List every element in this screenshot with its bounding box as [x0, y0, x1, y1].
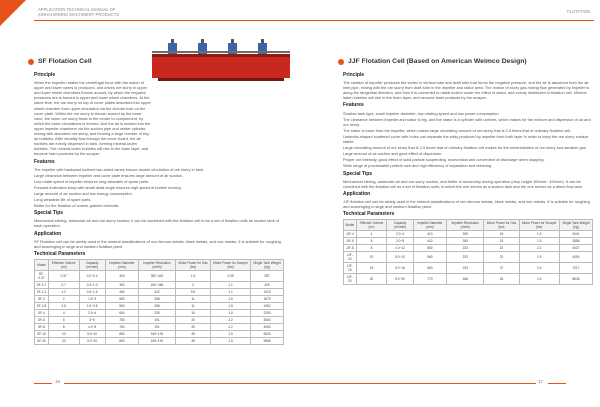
table-cell: 312 [139, 288, 176, 295]
table-cell: 352~442 [139, 270, 176, 281]
table-cell: 169~191 [139, 337, 176, 344]
jjf-feature-6: Large amount of air suction and good effect of dispersion. [343, 151, 443, 157]
table-cell: 30 [175, 323, 210, 330]
table-cell: 3540 [251, 316, 284, 323]
table-row [35, 288, 284, 295]
footer-divider-right-long [300, 383, 536, 384]
table-cell: 0.2~0.4 [79, 270, 105, 281]
table-header-row [35, 259, 284, 270]
table-cell: JJF-10 [344, 252, 357, 263]
table-header-cell: Capacity (m³/min) [387, 220, 413, 231]
sf-feature-6: Long wearable life of spare parts. [34, 197, 92, 203]
sf-features-heading: Features [34, 158, 55, 165]
table-cell: 4.0~8 [79, 323, 105, 330]
sf-title-text: SF Flotation Cell [38, 58, 92, 65]
sf-special-heading: Special Tips [34, 210, 64, 217]
table-cell: JJF-20 [344, 274, 357, 285]
table-row [344, 245, 593, 252]
sf-section-title [28, 58, 92, 65]
table-cell: SF-20 [35, 337, 49, 344]
table-cell: 400~484 [139, 281, 176, 288]
table-header-cell: Impeller Diameter (mm) [105, 259, 138, 270]
table-cell: SF-0.7 [35, 281, 49, 288]
table-cell: 1015 [251, 288, 284, 295]
table-cell: 0.7 [48, 281, 79, 288]
jjf-feature-2: The clearance between impeller and stator is big, and the stator is a cylinder with uniform, which makes for the mixture and dispersion of air and ore slurry. [343, 116, 591, 127]
table-cell: 1.5 [211, 295, 251, 302]
table-cell: 1.5 [211, 309, 251, 316]
table-cell: 5525 [251, 330, 284, 337]
manual-title-line-1: APPLICATION TECHNICAL MANUAL OF [38, 7, 116, 12]
jjf-principle-text: The rotation of impeller produces the vortex in vertical tube and draft tube that forms the negative pressure, and the air is absorbed from the air inlet pipe, mixing with the ore slurry from draft tube in the impeller and stator area. The motion of slurry gas mixing flow generated by impeller is along the tangential direction, and then it is converted to radial motion under the effect of stator, and evenly distributed in flotation cell. Mineral laden bubbles will rise to the foam layer, and become foam products by the scraper. [343, 80, 590, 101]
table-cell: 2293 [251, 309, 284, 316]
manual-title-line-2: XINHAI MINING MACHINERY PRODUCTS [38, 12, 120, 17]
table-cell: 10 [356, 252, 387, 263]
table-header-cell: Impeller Diameter (mm) [413, 220, 447, 231]
table-cell: 268 [139, 295, 176, 302]
table-cell: 45 [175, 330, 210, 337]
table-header-cell: Single Tank Weight (kg) [251, 259, 284, 270]
table-row [344, 252, 593, 263]
table-cell: 1.5 [519, 263, 559, 274]
jjf-parameters-table [343, 219, 593, 285]
table-cell: 268 [139, 302, 176, 309]
jjf-feature-8: Wide range of processable particle size and high efficiency of separation and dressing. [343, 163, 493, 169]
table-cell: 0.37 [48, 270, 79, 281]
sf-content [34, 70, 284, 345]
jjf-special-heading: Special Tips [343, 170, 373, 177]
table-row [344, 238, 593, 245]
table-cell: 560 [413, 263, 447, 274]
jjf-principle-heading: Principle [343, 72, 365, 78]
table-cell: 5.0~10 [79, 330, 105, 337]
sf-table-heading: Technical Parameters [34, 250, 86, 257]
table-cell: 6 [48, 316, 79, 323]
table-cell: 1.5 [211, 337, 251, 344]
table-cell: 20 [48, 337, 79, 344]
table-cell: 850 [105, 337, 138, 344]
table-cell: 1.1 [211, 281, 251, 288]
table-cell: 5.0~10 [387, 252, 413, 263]
table-row [35, 302, 284, 309]
table-cell: 850 [105, 330, 138, 337]
jjf-content [343, 70, 593, 285]
table-cell: JJF-8 [344, 238, 357, 245]
table-cell: 45 [484, 274, 519, 285]
sf-feature-1: The impeller with backward inclined two-sided vanes ensure double circulation of ore slurry in tank. [34, 166, 205, 172]
page-number-right: 17 [538, 379, 544, 384]
table-cell: 1.5~3 [79, 295, 105, 302]
table-cell: 191 [139, 323, 176, 330]
table-cell: 4027 [559, 245, 592, 252]
table-cell: 2041 [559, 231, 592, 238]
table-cell: 16 [356, 263, 387, 274]
table-cell: 4094 [559, 252, 592, 263]
table-cell: 5.0~20 [387, 274, 413, 285]
table-cell: 8 [356, 245, 387, 252]
table-cell: 233 [447, 263, 484, 274]
table-cell: SF-10 [35, 330, 49, 337]
jjf-feature-5: Large circulating amount of ore slurry that is 2.5 times that of ordinary flotation cell makes for the mineralization of ore slurry and aeration gas. [343, 145, 587, 151]
table-cell: 186 [447, 274, 484, 285]
table-cell: 3~6 [79, 316, 105, 323]
table-cell: 410 [413, 238, 447, 245]
table-row [344, 231, 593, 238]
table-row [35, 281, 284, 288]
jjf-application-text: JJF flotation cell can be widely used in the mineral classifications of non-ferrous metals, black metals, and non-metals. It is suitable for roughing and scavenging in large and medium flotation plant. [343, 198, 590, 209]
table-cell: 760 [105, 323, 138, 330]
table-cell: SF-1.2 [35, 288, 49, 295]
table-cell: 9868 [251, 337, 284, 344]
jjf-feature-1: Shallow tank type, small impeller diameter, low rotating speed and low power consumption. [343, 110, 500, 116]
table-cell: 0.55 [211, 270, 251, 281]
table-cell: SF-2 [35, 295, 49, 302]
table-cell: 2856 [559, 238, 592, 245]
table-cell: 3 [175, 281, 210, 288]
sf-special-text: Mechanical stirring, automatic air and ore slurry suction; it can be combined with the flotation cell to be a set of flotation units as suction tank of each operation. [34, 218, 280, 229]
table-header-cell: Motor Power for Scraper (kw) [211, 259, 251, 270]
table-header-cell: Effective Volume (m³) [48, 259, 79, 270]
table-cell: 4 [48, 309, 79, 316]
table-row [35, 270, 284, 281]
table-cell: 37 [484, 263, 519, 274]
table-cell: 7017 [559, 263, 592, 274]
footer-divider-left-long [64, 383, 300, 384]
table-cell: 1.2 [48, 288, 79, 295]
table-cell: 2.0~4 [387, 231, 413, 238]
table-cell: 45 [175, 337, 210, 344]
jjf-title-text: JJF Flotation Cell (Based on American Weimco Design) [348, 58, 527, 65]
table-cell: 2.2 [211, 323, 251, 330]
table-cell: 1.5 [519, 231, 559, 238]
bullet-dot [28, 59, 34, 65]
table-header-cell: Model [344, 220, 357, 231]
jjf-table-heading: Technical Parameters [343, 211, 395, 218]
table-header-cell: Impeller Revolution (r/min) [447, 220, 484, 231]
table-cell: JJF-4 [344, 231, 357, 238]
table-cell: 22 [484, 252, 519, 263]
table-cell: JJF-8 [344, 245, 357, 252]
table-cell: SF-6 [35, 316, 49, 323]
table-cell: 1.1 [211, 288, 251, 295]
table-cell: 1.5 [175, 270, 210, 281]
jjf-feature-4: Umbrella-shaped scattered cover with holes can separate the eddy produced by impeller from froth layer in order to keep the ore slurry surface stable. [343, 133, 589, 145]
table-cell: 5.5 [175, 288, 210, 295]
sf-feature-4: Forward-inclination body with small dead angle ensures high speed of bubble moving. [34, 184, 182, 190]
jjf-feature-7: Proper ore intensity, good effect of solid particle suspending, economical and convenient of discharge when stopping. [343, 157, 545, 163]
table-cell: 169~191 [139, 330, 176, 337]
table-cell: 387 [251, 270, 284, 281]
sf-parameters-table [34, 259, 284, 345]
table-row [35, 295, 284, 302]
sf-application-heading: Application [34, 230, 62, 237]
bullet-dot [338, 59, 344, 65]
table-cell: 1962 [251, 302, 284, 309]
table-cell: 15 [175, 309, 210, 316]
table-cell: 2.2 [211, 316, 251, 323]
table-header-cell: Capacity (m³/min) [79, 259, 105, 270]
table-cell: 5.0~16 [387, 263, 413, 274]
table-cell: 5.0~20 [79, 337, 105, 344]
table-cell: 15 [484, 238, 519, 245]
table-cell: 770 [413, 274, 447, 285]
table-row [35, 330, 284, 337]
table-cell: 235 [139, 309, 176, 316]
table-cell: JJF-16 [344, 263, 357, 274]
table-cell: 305 [447, 231, 484, 238]
table-cell: 450 [105, 288, 138, 295]
table-cell: 1.5 [519, 274, 559, 285]
table-cell: 2.0~4 [79, 309, 105, 316]
table-header-cell: Effective Volume (m³) [356, 220, 387, 231]
sf-principle-heading: Principle [34, 72, 56, 78]
sf-table-body [35, 270, 284, 344]
table-header-row [344, 220, 593, 231]
table-cell: 233 [447, 252, 484, 263]
table-cell: 0.6~1.6 [79, 288, 105, 295]
table-cell: 560 [413, 245, 447, 252]
jjf-application-heading: Application [343, 190, 371, 197]
sf-feature-5: Large amount of air suction and low energy consumption. [34, 190, 133, 196]
sf-feature-7: Better for the flotation of coarse-grained minerals. [34, 203, 120, 209]
table-cell: SF-0.37 [35, 270, 49, 281]
jjf-special-text: Mechanical stirring, automatic air and ore slurry suction, and better in secondary during operation (drop height 300mm~ 400mm). It can be combined with the flotation cell as a set of flotation units, in which the one serves as a suction tank and the one serves as a direct flow tank. [343, 178, 583, 189]
table-cell: 30 [175, 316, 210, 323]
table-cell: 22 [484, 245, 519, 252]
table-cell: 8 [48, 323, 79, 330]
table-row [35, 309, 284, 316]
table-row [35, 316, 284, 323]
table-cell: 8645 [559, 274, 592, 285]
table-cell: 191 [139, 316, 176, 323]
table-cell: 1.5 [519, 238, 559, 245]
table-cell: 410 [413, 231, 447, 238]
table-header-cell: Motor Power for Gas (kw) [484, 220, 519, 231]
sf-principle-text: When the impeller rotates the centrifugal force with the action of upper and lower vanes is produced, and drives ore slurry in upper and lower wheel chambers thrown around, by which the negative pressures are is formed in upper and lower wheel chambers. At the same time, the ore slurry on top of cover plates absorbed into upper wheel chamber from upper circulation via the circular hole on the cover plate. Within the ore slurry is thrown around by the lower vane, the lower ore slurry flows to the center to complement, by which the lower circulations is formed. And the air is sucked into the upper impeller chambers via the suction pipe and center cylinder, mixing with absorbed ore slurry, and forming a large number of tiny air bubbles. After steadily flow through the cover board, the air bubbles are evenly dispersed in tank, forming mineral-laden bubbles. The mineral-laden bubbles will rise to the foam layer, and become foam products by the scraper. [34, 80, 151, 157]
table-cell: 10 [48, 330, 79, 337]
page-number-left: 16 [55, 379, 61, 384]
sf-application-text: SF Flotation cell can be widely used in the mineral classifications of non-ferrous metals, black metals, and non-metals. It is suitable for roughing and scavenging in large and medium flotation plant. [34, 238, 281, 249]
table-cell: 8 [356, 238, 387, 245]
sf-feature-3: Low rotate speed of impeller ensures long wearable of spare parts. [34, 178, 150, 184]
table-cell: 0.3~1.0 [79, 281, 105, 288]
table-cell: 11 [175, 302, 210, 309]
jjf-section-title [338, 58, 527, 65]
table-cell: 233 [447, 245, 484, 252]
table-cell: 1.5~3.5 [79, 302, 105, 309]
table-cell: SF-8 [35, 323, 49, 330]
table-cell: 1679 [251, 295, 284, 302]
jjf-table-body [344, 231, 593, 285]
table-cell: 2 [48, 295, 79, 302]
table-header-cell: Motor Power for Gas (kw) [175, 259, 210, 270]
table-row [344, 263, 593, 274]
table-header-cell: Impeller Revolution (r/min) [139, 259, 176, 270]
table-cell: 15 [484, 231, 519, 238]
table-header-cell: Motor Power for Scraper (kw) [519, 220, 559, 231]
table-cell: 4 [356, 231, 387, 238]
table-row [35, 337, 284, 344]
table-cell: 2.2 [519, 245, 559, 252]
table-cell: 1.5 [211, 330, 251, 337]
table-cell: 2.0~8 [387, 238, 413, 245]
table-cell: 550 [105, 295, 138, 302]
table-cell: 350 [105, 281, 138, 288]
table-cell: 1.5 [519, 252, 559, 263]
table-cell: 650 [105, 309, 138, 316]
table-row [35, 323, 284, 330]
table-cell: 1.5 [211, 302, 251, 309]
table-cell: 20 [356, 274, 387, 285]
footer-divider-left [34, 383, 52, 384]
table-cell: 4063 [251, 323, 284, 330]
table-header-cell: Single Tank Weight (kg) [559, 220, 592, 231]
table-cell: SF-2.8 [35, 302, 49, 309]
jjf-feature-3: The stator is lower than the impeller, which makes large circulating amount of ore slurry that is 2.5 times that of ordinary flotation cell. [343, 127, 572, 133]
jjf-features-heading: Features [343, 102, 364, 109]
table-cell: 429 [251, 281, 284, 288]
table-cell: 305 [447, 238, 484, 245]
table-cell: 760 [105, 316, 138, 323]
table-cell: 11 [175, 295, 210, 302]
table-cell: 300 [105, 270, 138, 281]
table-row [344, 274, 593, 285]
table-cell: 2.8 [48, 302, 79, 309]
table-cell: 550 [105, 302, 138, 309]
table-cell: SF-4 [35, 309, 49, 316]
table-cell: 4.0~12 [387, 245, 413, 252]
footer-divider-right [548, 383, 566, 384]
sf-feature-2: Large clearance between impeller and cover plate ensures large amount of air suction. [34, 172, 184, 178]
section-label: FLOTATION [567, 9, 590, 14]
table-cell: 560 [413, 252, 447, 263]
table-header-cell: Model [35, 259, 49, 270]
